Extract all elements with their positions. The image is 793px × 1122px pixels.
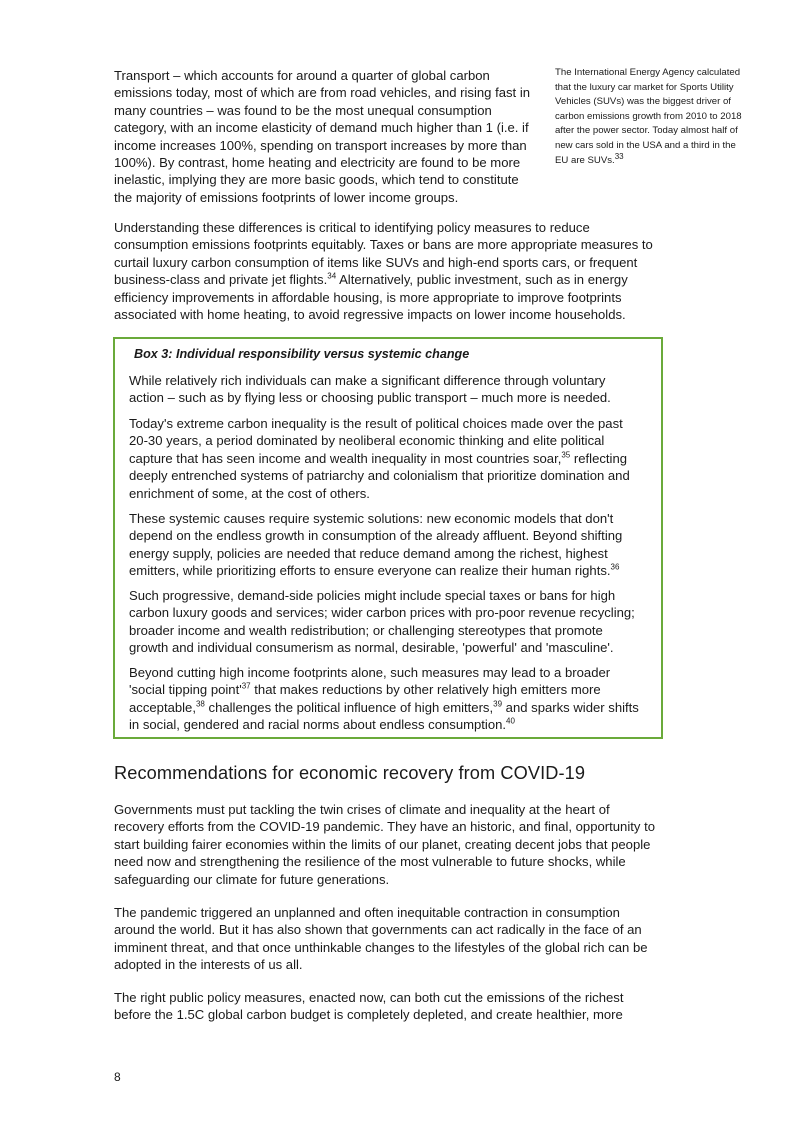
recommendation-paragraph-1: Governments must put tackling the twin crises of climate and inequality at the heart of recovery efforts from the COVID-19 pandemic. They have an historic, and final, opportunity to start building fairer economies within the limits of our planet, creating decent jobs that people need now and strengthening the resilience of the most vulnerable to future shocks, while safeguarding our climate for future generations. (114, 802, 655, 887)
recommendation-paragraph-3: The right public policy measures, enacted now, can both cut the emissions of the richest before the 1.5C global carbon budget is completely depleted, and create healthier, more (114, 990, 624, 1023)
box-paragraph-4: Such progressive, demand-side policies might include special taxes or bans for high carbon luxury goods and services; wider carbon prices with pro-poor revenue recycling; broader income and wealth redistribution; or challenging stereotypes that promote growth and individual consumerism as normal, desirable, 'powerful' and 'masculine'. (129, 588, 635, 656)
intro-paragraph: Transport – which accounts for around a quarter of global carbon emissions today, most of which are from road vehicles, and rising fast in many countries – was found to be the most unequal consumption category, with an income elasticity of demand much higher than 1 (i.e. if income increases 100%, spending on transport increases by more than 100%). By contrast, home heating and electricity are found to be more inelastic, implying they are more basic goods, which tend to constitute the majority of emissions footprints of lower income groups. (114, 68, 531, 205)
sidebar-note-text: The International Energy Agency calculated that the luxury car market for Sports Utility Vehicles (SUVs) was the biggest driver of carbon emissions growth from 2010 to 2018 after the power sector. Today almost half of new cars sold in the USA and a third in the EU are SUVs. (555, 67, 742, 166)
box-paragraph-2-a: Today's extreme carbon inequality is the result of political choices made over the past 20-30 years, a period dominated by neoliberal economic thinking and elite political capture that has seen income and wealth inequality in most countries soar, (129, 416, 623, 466)
sidebar-note (555, 66, 745, 168)
box-3 (113, 337, 663, 739)
footnote-ref[interactable]: 39 (493, 699, 503, 709)
footnote-ref[interactable]: 33 (614, 151, 624, 161)
recommendation-paragraph-2: The pandemic triggered an unplanned and often inequitable contraction in consumption around the world. But it has also shown that governments can act radically in the face of an imminent threat, and that once unthinkable changes to the lifestyles of the global rich can be adopted in the interests of us all. (114, 905, 648, 973)
box-paragraph-5-a: Beyond cutting high income footprints alone, such measures may lead to a broader 'social tipping point' (129, 665, 611, 698)
box-paragraph-2 (129, 415, 639, 502)
box-paragraph-5-c: challenges the political influence of high emitters, (204, 699, 494, 715)
footnote-ref[interactable]: 38 (195, 699, 205, 709)
box-paragraph-3-text: These systemic causes require systemic solutions: new economic models that don't depend on the endless growth in consumption of the already affluent. Beyond shifting energy supply, policies are needed that reduce demand among the richest, highest emitters, while prioritizing efforts to ensure everyone can realize their human rights. (129, 511, 623, 579)
box-paragraph-1: While relatively rich individuals can make a significant difference through voluntary action – such as by flying less or choosing public transport – much more is needed. (129, 373, 611, 406)
policy-paragraph (114, 219, 664, 323)
box-paragraph-3 (129, 510, 639, 580)
box-paragraph-5-b: that makes reductions by other relatively high emitters more acceptable, (129, 682, 601, 715)
policy-text-b: Alternatively, public investment, such as in energy efficiency improvements in affordable housing, is more appropriate to improve footprints associated with home heating, to avoid regressive impacts on lower income households. (114, 272, 628, 323)
box-paragraph-2-b: reflecting deeply entrenched systems of patriarchy and colonialism that prioritize domination and enrichment of some, at the cost of others. (129, 450, 630, 501)
section-heading: Recommendations for economic recovery from COVID-19 (114, 763, 586, 783)
footnote-ref[interactable]: 36 (610, 562, 620, 572)
box-paragraph-5 (129, 664, 639, 734)
box-paragraph-5-d: and sparks wider shifts in social, gendered and racial norms about endless consumption. (129, 699, 639, 733)
policy-text-a: Understanding these differences is critical to identifying policy measures to reduce consumption emissions footprints equitably. Taxes or bans are more appropriate measures to curtail luxury carbon consumption of items like SUVs and high-end sports cars, or frequent business-class and private jet flights. (114, 220, 653, 288)
footnote-ref[interactable]: 34 (327, 271, 337, 281)
footnote-ref[interactable]: 40 (506, 716, 515, 726)
page-number: 8 (114, 1070, 121, 1084)
footnote-ref[interactable]: 37 (241, 682, 251, 692)
box-title: Box 3: Individual responsibility versus systemic change (134, 347, 470, 361)
footnote-ref[interactable]: 35 (561, 450, 571, 460)
